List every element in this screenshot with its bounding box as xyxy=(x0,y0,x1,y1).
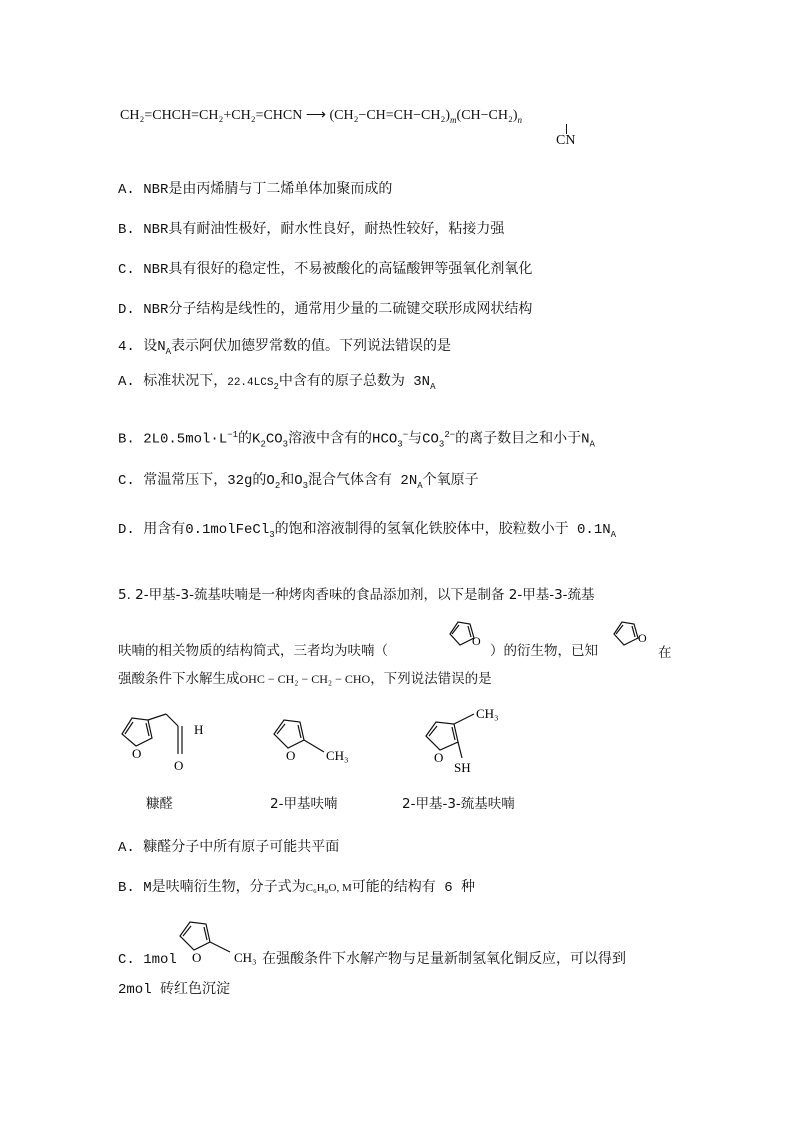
q5-c-pre: C. 1mol xyxy=(118,952,177,968)
methylfuran-structure-icon xyxy=(266,712,366,782)
q5-stem3-pre: 强酸条件下水解生成 xyxy=(118,671,240,687)
q3-option-a: A. NBR是由丙烯腈与丁二烯单体加聚而成的 xyxy=(118,182,393,198)
furfural-ring-oxygen: O xyxy=(132,746,142,761)
q4-stem-sub: A xyxy=(165,346,172,357)
q4-c-end: 个氧原子 xyxy=(422,473,479,489)
q4-d-pre: D. 用含有0.1molFeCl xyxy=(118,522,270,538)
methylthiofuran-oxygen: O xyxy=(434,750,444,765)
q4-stem-rest: 表示阿伏加德罗常数的值。下列说法错误的是 xyxy=(171,339,452,355)
q5-stem3-formula: OHC − CH₂ − CH₂ − CHO xyxy=(239,672,371,686)
q4-b-mid3: 溶液中含有的HCO xyxy=(288,431,398,448)
furfural-label: 糠醛 xyxy=(146,796,173,812)
furan-inline-icon-2 xyxy=(606,612,658,662)
q5-stem-line2b: ）的衍生物，已知 xyxy=(490,643,598,659)
inline-methylfuran-oxygen: O xyxy=(192,950,202,965)
product-second: (CH−CH₂) xyxy=(456,108,518,123)
q4-b-sub5: A xyxy=(589,439,595,450)
furan-2-oxygen: O xyxy=(638,631,647,645)
methylfuran-inline-icon xyxy=(172,916,268,972)
q4-stem-start: 4. 设N xyxy=(118,339,166,355)
product-main: (CH₂−CH=CH−CH₂) xyxy=(329,108,451,123)
q4-b-mid1: 的K xyxy=(238,431,261,448)
q4-a-mid: 中含有的原子总数为 3 xyxy=(278,374,422,390)
q5-stem-line2c: 在 xyxy=(658,645,672,661)
q5-stem-line3 xyxy=(118,669,492,689)
q4-d-sub: 3 xyxy=(269,529,275,540)
q4-b-sub1: 2 xyxy=(260,439,266,450)
q4-option-c xyxy=(118,471,479,496)
q3-option-b: B. NBR具有耐油性极好，耐水性良好，耐热性较好，粘接力强 xyxy=(118,222,505,238)
arrow: ⟶ xyxy=(305,108,330,123)
q4-option-a xyxy=(118,372,435,397)
q5-stem-line2a: 呋喃的相关物质的结构简式，三者均为呋喃（ xyxy=(118,643,388,659)
methylfuran-methyl: CH₃ xyxy=(326,748,349,763)
q4-b-mid5: 的离子数目之和小于N xyxy=(455,431,590,448)
q4-b-pre: B. 2L0.5mol·L xyxy=(118,431,228,448)
q3-option-c: C. NBR具有很好的稳定性，不易被酸化的高锰酸钾等强氧化剂氧化 xyxy=(118,262,533,278)
q5-stem-line1: 5. 2-甲基-3-巯基呋喃是一种烤肉香味的食品添加剂，以下是制备 2-甲基-3-巯基 xyxy=(118,587,595,603)
q4-b-sup3: − xyxy=(402,430,409,440)
q5-option-c-rest: 在强酸条件下水解产物与足量新制氢氧化铜反应，可以得到 xyxy=(262,952,626,968)
q4-c-rest: 混合气体含有 2N xyxy=(308,473,418,489)
q4-a-pre: A. 标准状况下， xyxy=(118,374,228,390)
q4-option-d xyxy=(118,520,616,545)
q3-option-d: D. NBR分子结构是线性的，通常用少量的二硫键交联形成网状结构 xyxy=(118,302,533,318)
q5-option-a: A. 糠醛分子中所有原子可能共平面 xyxy=(118,840,340,856)
q5-option-c-line1 xyxy=(118,950,177,970)
q4-option-b xyxy=(118,425,595,454)
methylfuran-oxygen: O xyxy=(286,748,296,763)
q4-b-sup4: 2− xyxy=(444,430,456,440)
q4-b-sub3: 3 xyxy=(397,439,403,450)
q5-b-pre: B. M是呋喃衍生物，分子式为 xyxy=(118,880,306,896)
methylfuran-label: 2-甲基呋喃 xyxy=(270,796,338,812)
furan-inline-icon-1 xyxy=(438,612,490,662)
q4-c-pre: C. 常温常压下，32g的O xyxy=(118,473,275,489)
q4-a-sub: 2 xyxy=(273,381,279,392)
q4-c-sub3: A xyxy=(417,480,423,491)
methylthiofuran-label: 2-甲基-3-巯基呋喃 xyxy=(402,796,515,812)
methylthiofuran-structure-icon xyxy=(418,702,528,782)
furfural-carbonyl-oxygen: O xyxy=(174,758,184,773)
q4-c-sub2: 3 xyxy=(302,480,309,491)
q5-stem3-rest: ，下列说法错误的是 xyxy=(370,671,492,687)
q4-b-sub2: 3 xyxy=(282,439,289,450)
q4-a-formula: 22.4LCS xyxy=(227,377,274,389)
q4-b-mid2: CO xyxy=(265,431,283,448)
furan-1-oxygen: O xyxy=(472,634,481,648)
furfural-structure-icon xyxy=(112,704,222,784)
q4-stem xyxy=(118,337,451,362)
q4-b-sub4: 3 xyxy=(438,439,445,450)
methylthiofuran-methyl: CH₃ xyxy=(476,706,499,721)
n-subscript: n xyxy=(517,114,523,125)
q4-c-mid: 和O xyxy=(280,473,303,489)
q5-option-b xyxy=(118,878,475,898)
q4-a-nsub: A xyxy=(430,381,436,392)
q5-option-c-line2: 2mol 砖红色沉淀 xyxy=(118,982,231,998)
q4-d-rest: 的饱和溶液制得的氢氧化铁胶体中，胶粒数小于 0.1N xyxy=(274,522,611,538)
q4-b-mid4: 与CO xyxy=(408,431,439,448)
inline-methylfuran-methyl: CH₃ xyxy=(234,950,257,965)
q4-a-n: N xyxy=(421,374,431,390)
q4-d-sub2: A xyxy=(610,529,617,540)
q4-c-sub1: 2 xyxy=(274,480,281,491)
furfural-hydrogen: H xyxy=(194,722,204,737)
methylthiofuran-thiol: SH xyxy=(454,760,471,775)
m-subscript: m xyxy=(450,114,457,125)
reaction-equation xyxy=(120,106,522,130)
q4-b-sup1: −1 xyxy=(227,430,239,440)
reactants: CH₂=CHCH=CH₂+CH₂=CHCN xyxy=(120,108,303,123)
q5-b-formula: C₆H₈O, M xyxy=(305,882,352,894)
cn-group: CN xyxy=(556,133,576,148)
q5-b-rest: 可能的结构有 6 种 xyxy=(351,880,476,896)
